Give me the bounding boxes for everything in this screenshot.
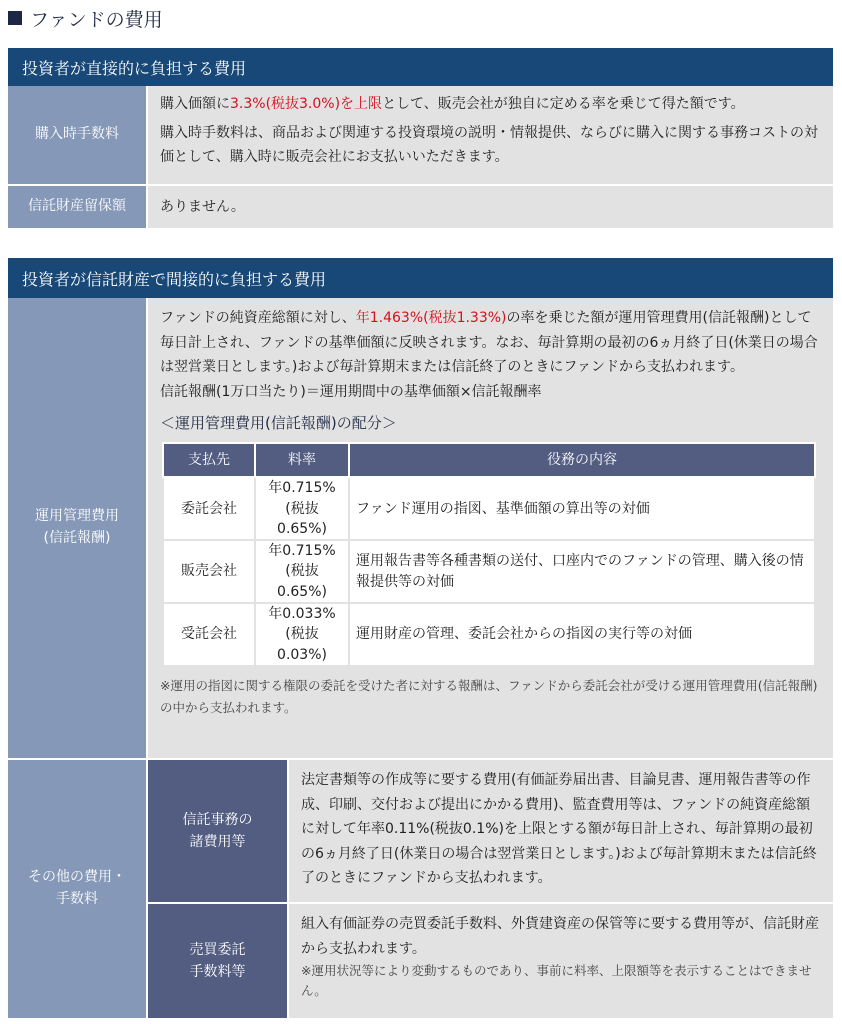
retention-content: ありません。 [146,186,833,230]
header-payee: 支払先 [163,443,255,477]
management-fee-note: ※運用の指図に関する権限の委託を受けた者に対する報酬は、ファンドから委託会社が受ける運用管理費用(信託報酬)の中から支払われます。 [160,677,818,715]
trading-fee-note: ※運用状況等により変動するものであり、事前に料率、上限額等を表示することはできません。 [301,963,812,998]
trading-fee-label: 売買委託 手数料等 [146,904,287,1018]
payee-cell: 委託会社 [163,477,255,540]
distribution-table [162,442,816,667]
trading-fee-text: 組入有価証券の売買委託手数料、外貨建資産の保管等に要する費用等が、信託財産から支払われます。 [301,916,819,957]
management-fee-row [8,298,833,760]
direct-costs-heading: 投資者が直接的に負担する費用 [8,48,833,86]
payee-cell: 受託会社 [163,603,255,666]
payee-cell: 販売会社 [163,540,255,603]
management-fee-paragraph: ファンドの純資産総額に対し、年1.463%(税抜1.33%)の率を乗じた額が運用管理費用(信託報酬)として毎日計上され、ファンドの基準価額に反映されます。なお、毎計算期の最初の6ヵ月終了日(休業日の場合は翌営業日とします。)および毎計算期末または信託終了のときにファンドから支払われます。 [160,310,818,375]
other-fees-row [8,760,833,1018]
purchase-fee-content [146,86,833,186]
distribution-title: ＜運用管理費用(信託報酬)の配分＞ [160,414,397,432]
management-fee-label: 運用管理費用 (信託報酬) [8,298,146,760]
header-service: 役務の内容 [349,443,815,477]
table-row [163,603,815,666]
trading-fee-row [146,904,833,1018]
retention-label: 信託財産留保額 [8,186,146,230]
table-header-row [163,443,815,477]
rate-cell: 年0.715% (税抜0.65%) [255,540,349,603]
service-cell: 運用報告書等各種書類の送付、口座内でのファンドの管理、購入後の情報提供等の対価 [349,540,815,603]
table-row [163,540,815,603]
service-cell: 運用財産の管理、委託会社からの指図の実行等の対価 [349,603,815,666]
service-cell: ファンド運用の指図、基準価額の算出等の対価 [349,477,815,540]
table-row [163,477,815,540]
rate-cell: 年0.033% (税抜0.03%) [255,603,349,666]
retention-row [8,186,833,230]
trust-admin-label: 信託事務の 諸費用等 [146,760,287,904]
rate-cell: 年0.715% (税抜0.65%) [255,477,349,540]
trust-admin-row [146,760,833,904]
management-fee-content [146,298,833,760]
other-fees-label: その他の費用・ 手数料 [8,760,146,1018]
trading-fee-content [287,904,833,1018]
purchase-fee-line1: 購入価額に3.3%(税抜3.0%)を上限として、販売会社が独自に定める率を乗じて得た額です。 [160,96,745,112]
header-rate: 料率 [255,443,349,477]
purchase-fee-row [8,86,833,186]
management-fee-formula: 信託報酬(1万口当たり)＝運用期間中の基準価額×信託報酬率 [160,383,542,400]
indirect-costs-heading: 投資者が信託財産で間接的に負担する費用 [8,258,833,298]
trust-admin-content: 法定書類等の作成等に要する費用(有価証券届出書、目論見書、運用報告書等の作成、印刷、交付および提出にかかる費用)、監査費用等は、ファンドの純資産総額に対して年率0.11%(税抜0.1%)を上限とする額が毎日計上され、毎計算期の最初の6ヵ月終了日(休業日の場合は翌営業日とします。)および毎計算期末または信託終了のときにファンドから支払われます。 [287,760,833,904]
other-fees-body [146,760,833,1018]
page-title: ファンドの費用 [8,4,163,32]
square-bullet-icon [8,11,22,25]
purchase-fee-label: 購入時手数料 [8,86,146,186]
purchase-fee-line2: 購入時手数料は、商品および関連する投資環境の説明・情報提供、ならびに購入に関する事務コストの対価として、購入時に販売会社にお支払いいただきます。 [160,124,818,165]
